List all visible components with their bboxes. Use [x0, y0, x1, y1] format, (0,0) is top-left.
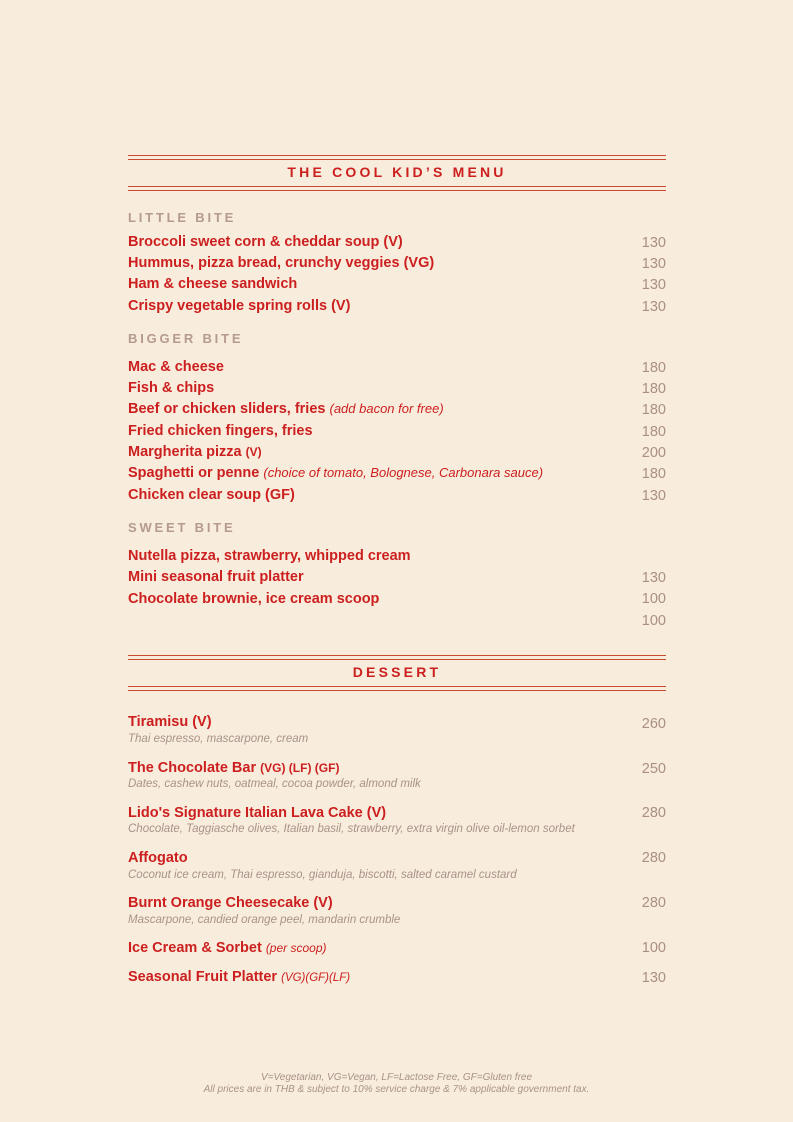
item-price: 100 [641, 613, 666, 629]
item-price: 280 [641, 805, 666, 821]
item-note: (VG)(GF)(LF) [281, 972, 351, 984]
dessert-top-rule [128, 655, 666, 660]
dessert-item [128, 895, 666, 915]
item-name: Crispy vegetable spring rolls (V) [128, 298, 351, 314]
item-name: Ham & cheese sandwich [128, 276, 298, 292]
dessert-item [128, 850, 666, 870]
item-name: Fish & chips [128, 380, 215, 396]
dessert-title: DESSERT [352, 664, 442, 680]
item-name: Nutella pizza, strawberry, whipped cream [128, 548, 411, 564]
little-bite-heading: LITTLE BITE [128, 210, 237, 225]
footer-legend: V=Vegetarian, VG=Vegan, LF=Lactose Free, GF=Gluten free [260, 1072, 533, 1083]
item-price: 180 [641, 360, 666, 376]
menu-item [128, 380, 666, 400]
kids-menu-title: THE COOL KID’S MENU [287, 164, 507, 180]
item-price: 250 [641, 761, 666, 777]
item-name: Seasonal Fruit Platter (VG)(GF)(LF) [128, 969, 351, 985]
menu-item [128, 423, 666, 443]
item-price: 130 [641, 570, 666, 586]
item-name: Hummus, pizza bread, crunchy veggies (VG) [128, 255, 435, 271]
item-price: 180 [641, 424, 666, 440]
item-note: (add bacon for free) [329, 401, 444, 416]
menu-item [128, 401, 666, 421]
dessert-title-rule [128, 686, 666, 691]
menu-item [128, 444, 666, 464]
menu-item [128, 591, 666, 611]
item-name: Lido's Signature Italian Lava Cake (V) [128, 805, 387, 821]
footer-tax-note: All prices are in THB & subject to 10% service charge & 7% applicable government tax. [203, 1084, 590, 1095]
item-description: Thai espresso, mascarpone, cream [128, 733, 309, 745]
sweet-bite-heading: SWEET BITE [128, 520, 236, 535]
item-description: Dates, cashew nuts, oatmeal, cocoa powder, almond milk [128, 778, 421, 790]
item-price: 280 [641, 895, 666, 911]
item-name: Spaghetti or penne (choice of tomato, Bolognese, Carbonara sauce) [128, 465, 544, 481]
item-price: 130 [641, 488, 666, 504]
menu-item [128, 276, 666, 296]
item-name: Margherita pizza (V) [128, 444, 262, 460]
item-name: Mac & cheese [128, 359, 224, 375]
item-tag: (VG) (LF) (GF) [260, 761, 340, 775]
menu-item [128, 612, 666, 632]
item-price: 180 [641, 381, 666, 397]
item-name: Chicken clear soup (GF) [128, 487, 295, 503]
item-name: Ice Cream & Sorbet (per scoop) [128, 940, 327, 956]
menu-item [128, 487, 666, 507]
item-price: 130 [641, 299, 666, 315]
dessert-item [128, 969, 666, 989]
top-double-rule [128, 155, 666, 160]
item-name: The Chocolate Bar (VG) (LF) (GF) [128, 760, 340, 776]
item-name: Beef or chicken sliders, fries (add bacon for free) [128, 401, 444, 417]
menu-item [128, 465, 666, 485]
item-name: Burnt Orange Cheesecake (V) [128, 895, 333, 911]
item-name: Fried chicken fingers, fries [128, 423, 313, 439]
item-note: (choice of tomato, Bolognese, Carbonara sauce) [263, 465, 544, 480]
item-price: 130 [641, 235, 666, 251]
menu-item [128, 298, 666, 318]
item-name: Affogato [128, 850, 188, 866]
menu-item [128, 359, 666, 379]
item-description: Mascarpone, candied orange peel, mandarin crumble [128, 914, 401, 926]
dessert-item [128, 805, 666, 825]
item-price: 180 [641, 402, 666, 418]
dessert-item [128, 760, 666, 780]
menu-item [128, 548, 666, 568]
item-name: Tiramisu (V) [128, 714, 212, 730]
item-name: Broccoli sweet corn & cheddar soup (V) [128, 234, 403, 250]
item-price: 100 [641, 940, 666, 956]
menu-item [128, 234, 666, 254]
item-description: Chocolate, Taggiasche olives, Italian basil, strawberry, extra virgin olive oil-lemon sorbet [128, 823, 575, 835]
item-description: Coconut ice cream, Thai espresso, gianduja, biscotti, salted caramel custard [128, 869, 517, 881]
item-price: 260 [641, 716, 666, 732]
item-price: 100 [641, 591, 666, 607]
menu-item [128, 255, 666, 275]
item-price: 130 [641, 256, 666, 272]
menu-item [128, 569, 666, 589]
kids-menu-title-rule [128, 186, 666, 191]
item-price: 180 [641, 466, 666, 482]
item-price: 130 [641, 277, 666, 293]
item-tag: (V) [245, 445, 262, 459]
item-name: Chocolate brownie, ice cream scoop [128, 591, 380, 607]
item-price: 200 [641, 445, 666, 461]
bigger-bite-heading: BIGGER BITE [128, 331, 244, 346]
item-name: Mini seasonal fruit platter [128, 569, 304, 585]
item-price: 130 [641, 970, 666, 986]
dessert-item [128, 940, 666, 960]
item-price: 280 [641, 850, 666, 866]
item-note: (per scoop) [265, 941, 327, 955]
dessert-item [128, 714, 666, 734]
